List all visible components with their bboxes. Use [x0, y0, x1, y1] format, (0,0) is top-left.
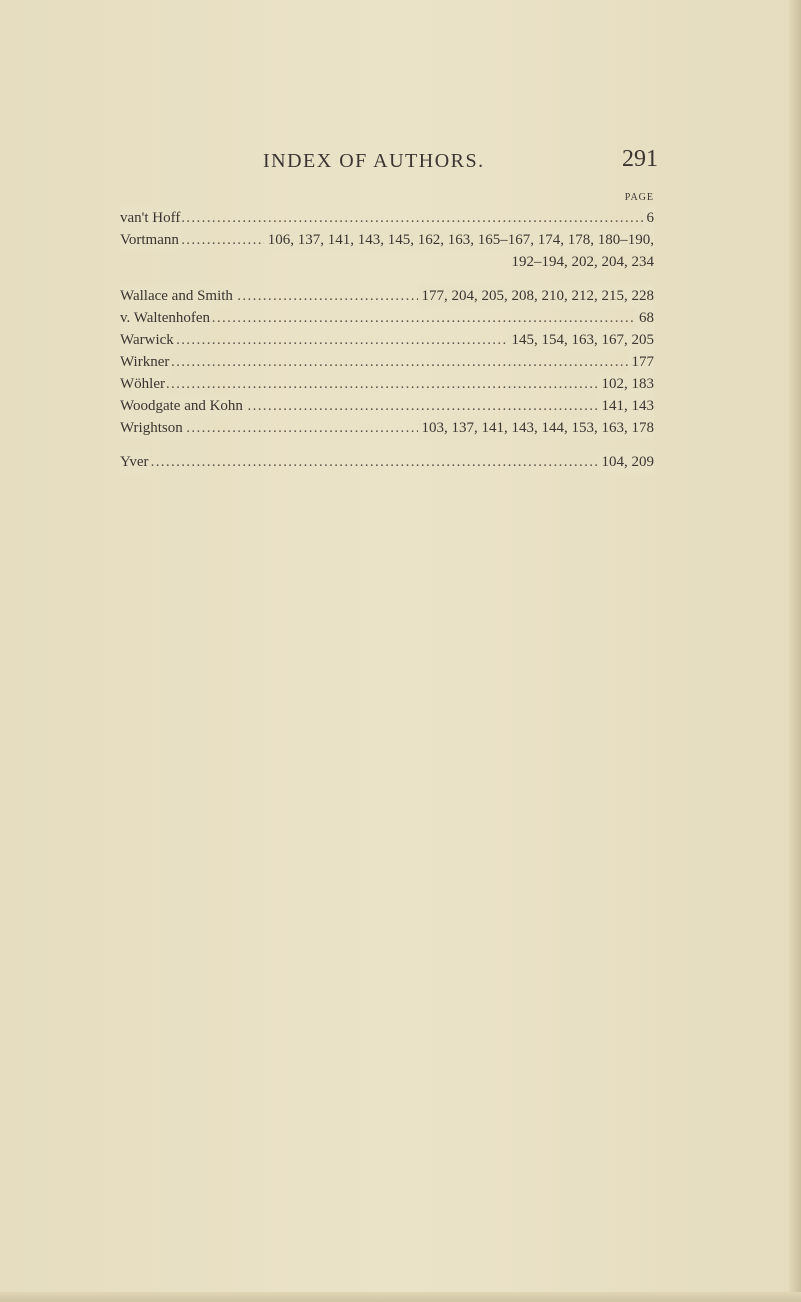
- dot-leader: [120, 451, 654, 473]
- page-refs: 104, 209: [598, 451, 655, 473]
- page-refs: 145, 154, 163, 167, 205: [508, 329, 655, 351]
- author-name: van't Hoff: [120, 207, 182, 229]
- author-name: Vortmann: [120, 229, 181, 251]
- running-header: [263, 146, 658, 178]
- page-refs-continuation: 192–194, 202, 204, 234: [511, 254, 654, 270]
- index-entry-yver: [120, 451, 654, 473]
- index-entry-wirkner: [120, 351, 654, 373]
- page-refs: 106, 137, 141, 143, 145, 162, 163, 165–167, 174, 178, 180–190,: [264, 229, 654, 251]
- index-entry-waltenhofen: [120, 307, 654, 329]
- index-entry-wrightson: [120, 417, 654, 439]
- page-refs: 141, 143: [598, 395, 655, 417]
- dot-leader: [120, 373, 654, 395]
- author-name: Wrightson: [120, 417, 185, 439]
- author-name: Yver: [120, 451, 150, 473]
- page-refs: 102, 183: [598, 373, 655, 395]
- page-number: 291: [622, 146, 658, 172]
- page-refs: 103, 137, 141, 143, 144, 153, 163, 178: [418, 417, 655, 439]
- page-refs: 177, 204, 205, 208, 210, 212, 215, 228: [418, 285, 655, 307]
- page-column-label: PAGE: [624, 192, 654, 203]
- author-name: Wöhler: [120, 373, 167, 395]
- author-index-list: [120, 207, 654, 473]
- author-name: Warwick: [120, 329, 176, 351]
- page-bottom-edge: [0, 1292, 801, 1302]
- author-name: Wallace and Smith: [120, 285, 235, 307]
- index-entry-woodgate-and-kohn: [120, 395, 654, 417]
- author-name: Wirkner: [120, 351, 171, 373]
- dot-leader: [120, 207, 654, 229]
- dot-leader: [120, 351, 654, 373]
- page-refs: 177: [628, 351, 655, 373]
- author-name: Woodgate and Kohn: [120, 395, 245, 417]
- index-entry-wohler: [120, 373, 654, 395]
- index-entry-warwick: [120, 329, 654, 351]
- author-name: v. Waltenhofen: [120, 307, 212, 329]
- index-entry-vant-hoff: [120, 207, 654, 229]
- page-refs: 68: [635, 307, 654, 329]
- header-title: INDEX OF AUTHORS.: [263, 150, 485, 172]
- page-edge-shadow: [789, 0, 801, 1302]
- index-entry-wallace-and-smith: [120, 285, 654, 307]
- page-refs: 6: [643, 207, 655, 229]
- index-entry-vortmann: [120, 229, 654, 251]
